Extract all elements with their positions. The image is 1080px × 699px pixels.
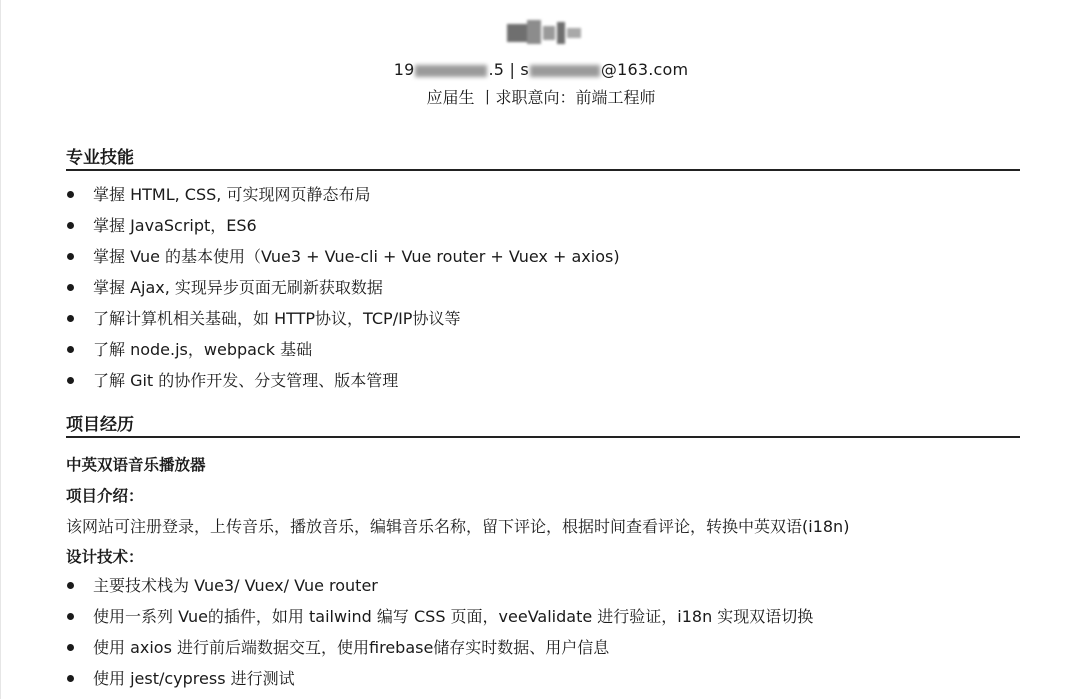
bullet-icon — [67, 222, 74, 229]
bullet-icon — [67, 582, 74, 589]
list-item: 了解 Git 的协作开发、分支管理、版本管理 — [66, 365, 620, 396]
redacted-email — [530, 65, 600, 77]
skills-divider — [66, 169, 1020, 171]
bullet-icon — [67, 253, 74, 260]
list-item: 了解计算机相关基础，如 HTTP协议，TCP/IP协议等 — [66, 303, 620, 334]
bullet-icon — [67, 315, 74, 322]
bullet-icon — [67, 613, 74, 620]
list-item: 使用 jest/cypress 进行测试 — [66, 663, 813, 694]
skills-list — [66, 179, 620, 396]
project-intro-text: 该网站可注册登录，上传音乐，播放音乐，编辑音乐名称，留下评论，根据时间查看评论，转换中英双语(i18n) — [66, 517, 850, 536]
projects-divider — [66, 436, 1020, 438]
project-tech-label: 设计技术： — [66, 548, 144, 566]
list-item: 掌握 Vue 的基本使用（Vue3 + Vue-cli + Vue router + Vuex + axios) — [66, 241, 620, 272]
phone-suffix: .5 — [488, 60, 505, 79]
bullet-icon — [67, 191, 74, 198]
list-item: 使用 axios 进行前后端数据交互，使用firebase储存实时数据、用户信息 — [66, 632, 813, 663]
list-item: 掌握 Ajax, 实现异步页面无刷新获取数据 — [66, 272, 620, 303]
list-item: 主要技术栈为 Vue3/ Vuex/ Vue router — [66, 570, 813, 601]
list-item: 了解 node.js，webpack 基础 — [66, 334, 620, 365]
bullet-icon — [67, 675, 74, 682]
bullet-icon — [67, 346, 74, 353]
bullet-icon — [67, 644, 74, 651]
redacted-phone — [415, 65, 487, 77]
skills-title: 专业技能 — [66, 148, 134, 168]
phone-prefix: 19 — [393, 60, 415, 79]
project-name: 中英双语音乐播放器 — [66, 456, 206, 474]
projects-title: 项目经历 — [66, 415, 134, 435]
list-item: 掌握 HTML, CSS, 可实现网页静态布局 — [66, 179, 620, 210]
list-item: 掌握 JavaScript，ES6 — [66, 210, 620, 241]
tech-list — [66, 570, 813, 694]
redacted-name — [501, 16, 589, 48]
bullet-icon — [67, 284, 74, 291]
contact-line — [1, 60, 1080, 79]
bullet-icon — [67, 377, 74, 384]
project-intro-label: 项目介绍： — [66, 487, 144, 505]
contact-separator: | — [504, 60, 521, 79]
email-prefix: s — [520, 60, 529, 79]
email-suffix: @163.com — [600, 60, 689, 79]
list-item: 使用一系列 Vue的插件，如用 tailwind 编写 CSS 页面，veeValidate 进行验证，i18n 实现双语切换 — [66, 601, 813, 632]
job-status: 应届生 丨求职意向：前端工程师 — [426, 88, 656, 107]
